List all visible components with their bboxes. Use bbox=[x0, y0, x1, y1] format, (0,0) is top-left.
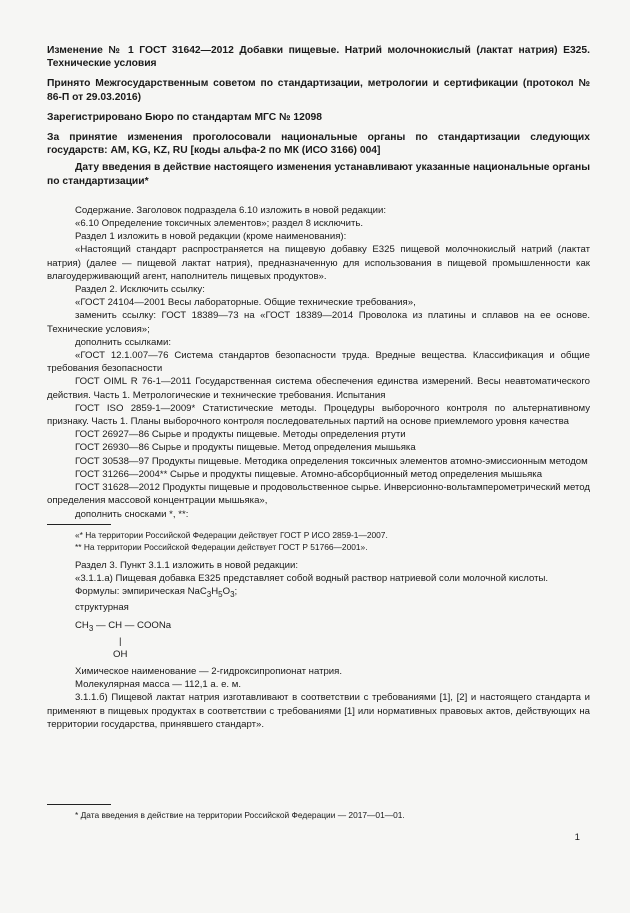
amendment-body bbox=[47, 204, 590, 731]
paragraph: ГОСТ 26930—86 Сырье и продукты пищевые. Метод определения мышьяка bbox=[75, 442, 416, 454]
inline-footnotes bbox=[47, 529, 590, 554]
paragraph: Содержание. Заголовок подраздела 6.10 изложить в новой редакции: bbox=[75, 204, 387, 216]
paragraph: ГОСТ 26927—86 Сырье и продукты пищевые. Методы определения ртути bbox=[75, 429, 406, 441]
empirical-formula: Формулы: эмпирическая $NaC_3H_5O_3$; bbox=[75, 586, 238, 600]
page-footnote bbox=[47, 801, 590, 822]
effective-date-note: Дату введения в действие настоящего изменения устанавливают указанные национальные органы по стандартизации* bbox=[47, 162, 590, 187]
footnote-line: «* На территории Российской Федерации действует ГОСТ Р ИСО 2859-1—2007. bbox=[75, 529, 388, 540]
paragraph: «Настоящий стандарт распространяется на пищевую добавку Е325 пищевой молочнокислый натрий (лактат натрия) (далее — пищевой лактат натрия), предназначенную для использования в пищевой промышленности как влагоудерживающий агент, наполнитель пищевых продуктов». bbox=[47, 244, 590, 282]
paragraph: Раздел 2. Исключить ссылку: bbox=[75, 284, 205, 296]
paragraph: «6.10 Определение токсичных элементов»; раздел 8 исключить. bbox=[75, 218, 364, 230]
paragraph: дополнить сносками *, **: bbox=[75, 508, 189, 520]
footnote-text: * Дата введения в действие на территории Российской Федерации — 2017—01—01. bbox=[75, 810, 405, 820]
paragraph: ГОСТ OIML R 76-1—2011 Государственная система обеспечения единства измерений. Весы неавтоматического действия. Часть 1. Метрологические и технические требования. Испытания bbox=[47, 376, 590, 401]
footnote-separator bbox=[47, 804, 111, 805]
paragraph: Раздел 1 изложить в новой редакции (кроме наименования): bbox=[75, 231, 347, 243]
structural-main-chain: $CH_3$ — CH — COONa bbox=[75, 619, 172, 633]
paragraph: Химическое наименование — 2-гидроксипропионат натрия. bbox=[75, 665, 343, 677]
paragraph: «3.1.1.а) Пищевая добавка Е325 представляет собой водный раствор натриевой соли молочной кислоты. bbox=[75, 573, 549, 585]
paragraph: ГОСТ 31628—2012 Продукты пищевые и продовольственное сырье. Инверсионно-вольтамперометрический метод определения массовой концентрации мышьяка», bbox=[47, 482, 590, 507]
paragraph: 3.1.1.б) Пищевой лактат натрия изготавливают в соответствии с требованиями [1], [2] и настоящего стандарта и применяют в пищевых продуктах в соответствии с требованиями [1] или нормативных правовых актов, действующих на территории государства, принявшего стандарт». bbox=[47, 692, 590, 730]
amendment-title: Изменение № 1 ГОСТ 31642—2012 Добавки пищевые. Натрий молочнокислый (лактат натрия) Е325. Технические условия bbox=[47, 45, 590, 70]
paragraph: дополнить ссылками: bbox=[75, 336, 172, 348]
structural-label: структурная bbox=[75, 602, 129, 614]
footnote-line: ** На территории Российской Федерации действует ГОСТ Р 51766—2001». bbox=[75, 542, 368, 553]
page-number: 1 bbox=[574, 832, 580, 843]
paragraph: «ГОСТ 12.1.007—76 Система стандартов безопасности труда. Вредные вещества. Классификация и общие требования безопасности bbox=[47, 350, 590, 375]
paragraph: заменить ссылку: ГОСТ 18389—73 на «ГОСТ 18389—2014 Проволока из платины и сплавов на ее основе. Технические условия»; bbox=[47, 310, 590, 335]
structural-bond: | bbox=[119, 635, 122, 647]
registration-note: Зарегистрировано Бюро по стандартам МГС № 12098 bbox=[47, 111, 323, 123]
voting-note: За принятие изменения проголосовали национальные органы по стандартизации следующих государств: AM, KG, KZ, RU [коды альфа-2 по МК (ИСО 3166) 004] bbox=[47, 132, 590, 157]
paragraph: ГОСТ ISO 2859-1—2009* Статистические методы. Процедуры выборочного контроля по альтернативному признаку. Часть 1. Планы выборочного контроля последовательных партий на основе приемлемого уровня качества bbox=[47, 402, 590, 428]
formula-label: Формулы: эмпирическая bbox=[75, 586, 185, 598]
paragraph: Молекулярная масса — 112,1 а. е. м. bbox=[75, 679, 242, 691]
paragraph: Раздел 3. Пункт 3.1.1 изложить в новой редакции: bbox=[75, 559, 299, 571]
paragraph: «ГОСТ 24104—2001 Весы лабораторные. Общие технические требования», bbox=[75, 297, 416, 309]
adoption-note: Принято Межгосударственным советом по стандартизации, метрологии и сертификации (протокол № 86-П от 29.03.2016) bbox=[47, 78, 590, 103]
footnote-separator bbox=[47, 524, 111, 525]
structural-formula bbox=[47, 619, 590, 661]
structural-hydroxyl: OH bbox=[113, 648, 128, 660]
paragraph: ГОСТ 30538—97 Продукты пищевые. Методика определения токсичных элементов атомно-эмиссионным методом bbox=[75, 455, 588, 467]
paragraph: ГОСТ 31266—2004** Сырье и продукты пищевые. Атомно-абсорбционный метод определения мышьяка bbox=[75, 468, 543, 480]
